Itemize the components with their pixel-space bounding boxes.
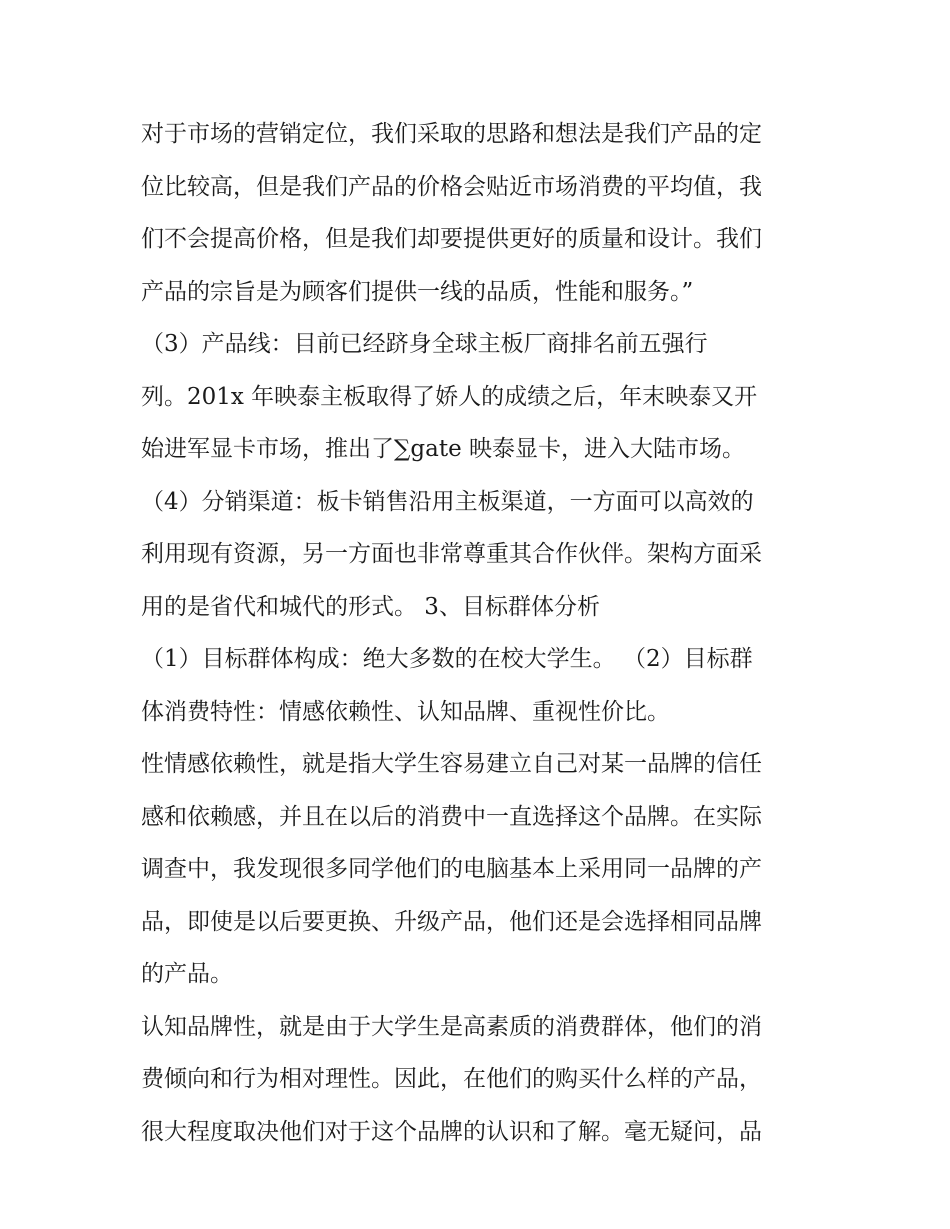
- text-line: 始进军显卡市场，推出了∑gate 映泰显卡，进入大陆市场。: [141, 436, 746, 462]
- text-line: 认知品牌性，就是由于大学生是高素质的消费群体，他们的消: [141, 1013, 762, 1040]
- text-line: 对于市场的营销定位，我们采取的思路和想法是我们产品的定: [141, 121, 762, 147]
- text-line: 列。201x 年映泰主板取得了娇人的成绩之后，年末映泰又开: [141, 383, 758, 410]
- text-line: 很大程度取决他们对于这个品牌的认识和了解。毫无疑问，品: [141, 1118, 762, 1145]
- text-line: 用的是省代和城代的形式。 3、目标群体分析: [141, 593, 600, 620]
- text-line: 调查中，我发现很多同学他们的电脑基本上采用同一品牌的产: [141, 856, 762, 882]
- text-line: 性情感依赖性，就是指大学生容易建立自己对某一品牌的信任: [141, 751, 762, 777]
- text-line: （4）分销渠道：板卡销售沿用主板渠道，一方面可以高效的: [141, 488, 754, 515]
- text-line: 体消费特性：情感依赖性、认知品牌、重视性价比。: [141, 698, 670, 725]
- text-line: 感和依赖感，并且在以后的消费中一直选择这个品牌。在实际: [141, 803, 762, 830]
- text-line: 品，即使是以后要更换、升级产品，他们还是会选择相同品牌: [141, 908, 762, 935]
- text-line: 位比较高，但是我们产品的价格会贴近市场消费的平均值，我: [141, 173, 762, 200]
- text-line: 费倾向和行为相对理性。因此，在他们的购买什么样的产品，: [141, 1066, 762, 1092]
- text-line: 们不会提高价格，但是我们却要提供更好的质量和设计。我们: [141, 226, 762, 252]
- text-line: 的产品。: [141, 961, 233, 987]
- text-line: （1）目标群体构成：绝大多数的在校大学生。 （2）目标群: [141, 646, 753, 672]
- text-line: 利用现有资源，另一方面也非常尊重其合作伙伴。架构方面采: [141, 541, 762, 567]
- document-body: [141, 108, 821, 1158]
- text-line: （3）产品线：目前已经跻身全球主板厂商排名前五强行: [141, 331, 708, 357]
- text-line: 产品的宗旨是为顾客们提供一线的品质，性能和服务。”: [141, 278, 694, 305]
